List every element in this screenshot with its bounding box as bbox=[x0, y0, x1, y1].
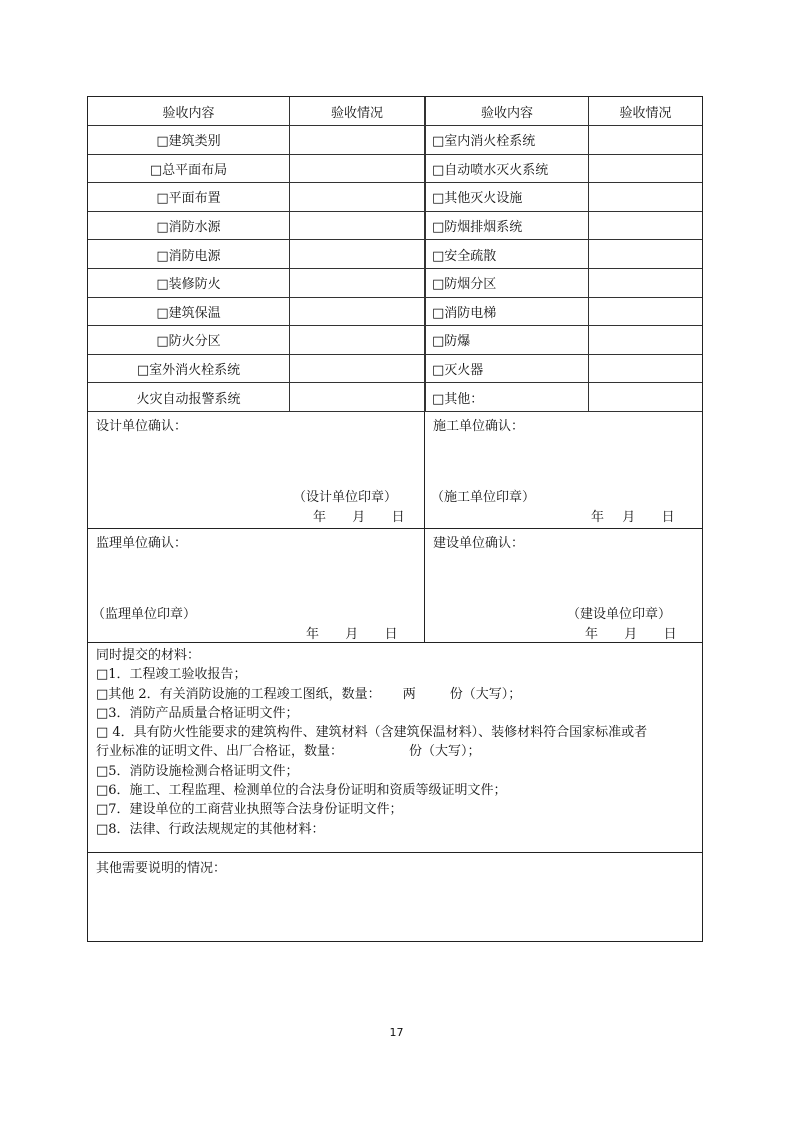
quantity-suffix: 份（大写）； bbox=[409, 744, 481, 760]
construction-unit-confirmation bbox=[425, 412, 702, 528]
header-content-left: 验收内容 bbox=[88, 97, 290, 125]
date-day[interactable]: 日 bbox=[663, 626, 677, 642]
date-year[interactable]: 年 bbox=[591, 509, 605, 525]
inspection-item-left[interactable]: □平面布置 bbox=[88, 183, 290, 211]
inspection-status-left[interactable] bbox=[290, 126, 425, 154]
inspection-item-left[interactable]: □总平面布局 bbox=[88, 155, 290, 183]
inspection-status-left[interactable] bbox=[290, 383, 425, 411]
owner-unit-stamp: （建设单位印章） bbox=[567, 606, 672, 622]
table-row bbox=[88, 126, 702, 155]
acceptance-form-table bbox=[87, 96, 703, 942]
inspection-status-left[interactable] bbox=[290, 326, 425, 354]
material-item-4[interactable]: □ 4．具有防火性能要求的建筑构件、建筑材料（含建筑保温材料）、装修材料符合国家标准或者 bbox=[96, 725, 648, 741]
table-row bbox=[88, 298, 702, 327]
inspection-status-left[interactable] bbox=[290, 212, 425, 240]
material-item-8[interactable]: □8．法律、行政法规规定的其他材料： bbox=[96, 821, 325, 837]
date-year[interactable]: 年 bbox=[313, 509, 327, 525]
date-month[interactable]: 月 bbox=[345, 626, 359, 642]
date-month[interactable]: 月 bbox=[352, 509, 366, 525]
materials-title: 同时提交的材料： bbox=[96, 647, 201, 663]
page-number: 17 bbox=[389, 1026, 404, 1039]
other-notes-section[interactable] bbox=[88, 853, 702, 941]
inspection-status-right[interactable] bbox=[589, 269, 702, 297]
inspection-item-left[interactable]: □室外消火栓系统 bbox=[88, 355, 290, 383]
supervision-unit-title: 监理单位确认： bbox=[96, 535, 188, 551]
material-item-7[interactable]: □7．建设单位的工商营业执照等合法身份证明文件； bbox=[96, 802, 403, 818]
table-row bbox=[88, 383, 702, 412]
design-unit-title: 设计单位确认： bbox=[96, 418, 188, 434]
construction-unit-title: 施工单位确认： bbox=[433, 418, 525, 434]
inspection-status-right[interactable] bbox=[589, 183, 702, 211]
inspection-status-left[interactable] bbox=[290, 183, 425, 211]
design-unit-confirmation bbox=[88, 412, 425, 528]
inspection-item-right[interactable]: □灭火器 bbox=[425, 355, 589, 383]
submitted-materials-section bbox=[88, 643, 702, 853]
date-year[interactable]: 年 bbox=[306, 626, 320, 642]
inspection-item-right[interactable]: □安全疏散 bbox=[425, 240, 589, 268]
table-row bbox=[88, 212, 702, 241]
owner-unit-confirmation bbox=[425, 529, 702, 642]
date-day[interactable]: 日 bbox=[384, 626, 398, 642]
other-notes-title: 其他需要说明的情况： bbox=[96, 860, 227, 876]
material-item-4-text: 行业标准的证明文件、出厂合格证，数量： bbox=[96, 744, 344, 760]
inspection-item-right[interactable]: □室内消火栓系统 bbox=[425, 126, 589, 154]
table-row bbox=[88, 155, 702, 184]
owner-unit-title: 建设单位确认： bbox=[433, 535, 525, 551]
header-content-right: 验收内容 bbox=[425, 97, 589, 125]
owner-unit-date bbox=[585, 623, 677, 642]
date-year[interactable]: 年 bbox=[585, 626, 599, 642]
date-day[interactable]: 日 bbox=[661, 509, 675, 525]
inspection-status-right[interactable] bbox=[589, 298, 702, 326]
material-item-6[interactable]: □6．施工、工程监理、检测单位的合法身份证明和资质等级证明文件； bbox=[96, 783, 507, 799]
construction-unit-stamp: （施工单位印章） bbox=[431, 489, 536, 505]
inspection-status-left[interactable] bbox=[290, 240, 425, 268]
inspection-status-right[interactable] bbox=[589, 126, 702, 154]
table-row bbox=[88, 326, 702, 355]
inspection-item-left[interactable]: 火灾自动报警系统 bbox=[88, 383, 290, 411]
signature-row-2 bbox=[88, 529, 702, 643]
inspection-status-right[interactable] bbox=[589, 383, 702, 411]
material-item-2-text: □其他 2．有关消防设施的工程竣工图纸，数量： bbox=[96, 686, 381, 702]
quantity-suffix: 份（大写）； bbox=[449, 686, 522, 702]
material-item-2[interactable] bbox=[96, 685, 694, 704]
inspection-item-right[interactable]: □消防电梯 bbox=[425, 298, 589, 326]
inspection-status-right[interactable] bbox=[589, 212, 702, 240]
inspection-item-right[interactable]: □其他： bbox=[425, 383, 589, 411]
inspection-item-right[interactable]: □防烟分区 bbox=[425, 269, 589, 297]
inspection-status-right[interactable] bbox=[589, 326, 702, 354]
inspection-item-right[interactable]: □防爆 bbox=[425, 326, 589, 354]
material-item-1[interactable]: □1．工程竣工验收报告； bbox=[96, 667, 247, 683]
drawings-quantity-value[interactable]: 两 bbox=[402, 686, 416, 702]
inspection-item-left[interactable]: □建筑保温 bbox=[88, 298, 290, 326]
material-item-4-continued bbox=[96, 742, 694, 761]
date-day[interactable]: 日 bbox=[391, 509, 405, 525]
table-row bbox=[88, 269, 702, 298]
inspection-status-left[interactable] bbox=[290, 298, 425, 326]
table-header-row bbox=[88, 97, 702, 126]
inspection-item-right[interactable]: □防烟排烟系统 bbox=[425, 212, 589, 240]
signature-row-1 bbox=[88, 412, 702, 529]
table-row bbox=[88, 183, 702, 212]
inspection-status-left[interactable] bbox=[290, 269, 425, 297]
supervision-unit-confirmation bbox=[88, 529, 425, 642]
construction-unit-date bbox=[591, 506, 675, 525]
supervision-unit-date bbox=[306, 623, 398, 642]
design-unit-date bbox=[313, 506, 405, 525]
header-status-left: 验收情况 bbox=[290, 97, 425, 125]
header-status-right: 验收情况 bbox=[619, 105, 672, 121]
inspection-item-left[interactable]: □防火分区 bbox=[88, 326, 290, 354]
inspection-item-right[interactable]: □自动喷水灭火系统 bbox=[425, 155, 589, 183]
design-unit-stamp: （设计单位印章） bbox=[293, 489, 398, 505]
inspection-item-left[interactable]: □装修防火 bbox=[88, 269, 290, 297]
date-month[interactable]: 月 bbox=[624, 626, 638, 642]
inspection-status-left[interactable] bbox=[290, 155, 425, 183]
table-row bbox=[88, 355, 702, 384]
inspection-item-left[interactable]: □建筑类别 bbox=[88, 126, 290, 154]
inspection-item-left[interactable]: □消防电源 bbox=[88, 240, 290, 268]
inspection-status-right[interactable] bbox=[589, 240, 702, 268]
material-item-3[interactable]: □3．消防产品质量合格证明文件； bbox=[96, 705, 299, 721]
material-item-5[interactable]: □5．消防设施检测合格证明文件； bbox=[96, 763, 299, 779]
supervision-unit-stamp: （监理单位印章） bbox=[92, 606, 197, 622]
inspection-item-left[interactable]: □消防水源 bbox=[88, 212, 290, 240]
inspection-item-right[interactable]: □其他灭火设施 bbox=[425, 183, 589, 211]
date-month[interactable]: 月 bbox=[622, 509, 636, 525]
inspection-status-left[interactable] bbox=[290, 355, 425, 383]
table-row bbox=[88, 240, 702, 269]
inspection-status-right[interactable] bbox=[589, 355, 702, 383]
inspection-status-right[interactable] bbox=[589, 155, 702, 183]
